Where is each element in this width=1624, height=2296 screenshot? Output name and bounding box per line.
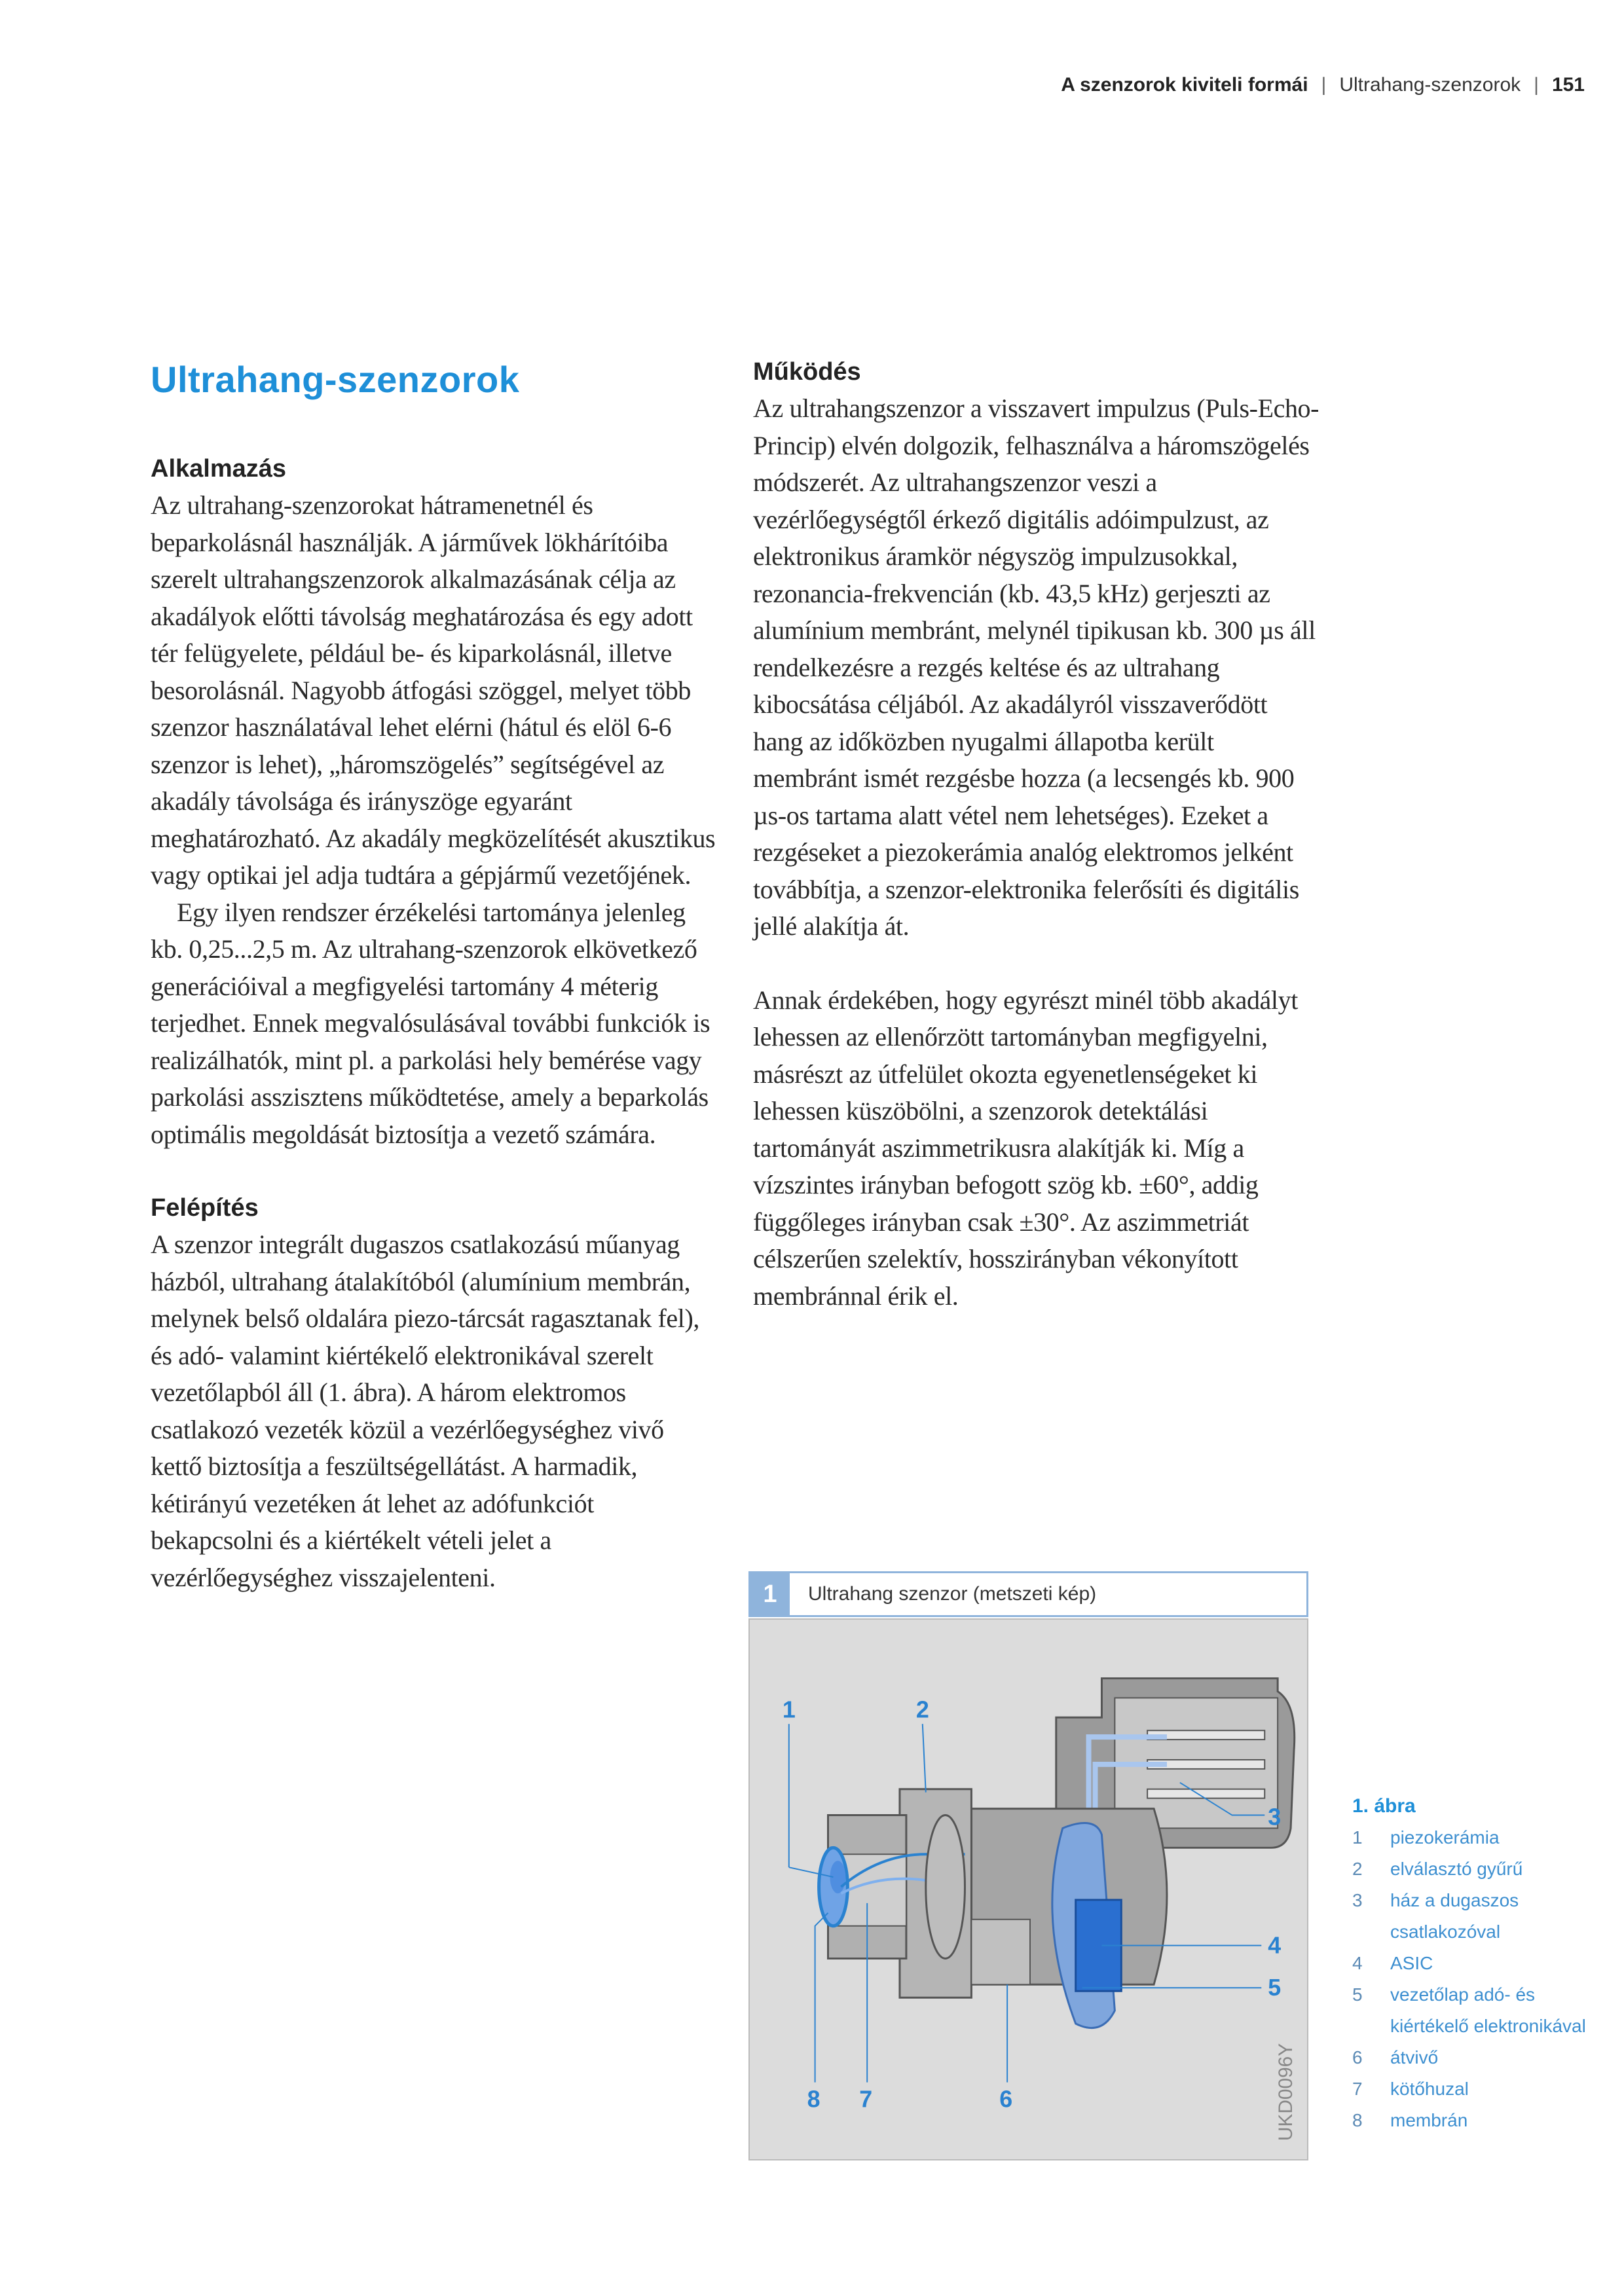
figure-1: [748, 1571, 1308, 2160]
callout-4: 4: [1268, 1932, 1282, 1959]
legend-number: 5: [1352, 1984, 1363, 2005]
sensor-cutaway-illustration: [748, 1618, 1308, 2160]
legend-item: [1352, 1885, 1601, 1948]
legend-item: [1352, 1822, 1601, 1853]
figure-legend: [1352, 1791, 1601, 2136]
callout-6: 6: [999, 2086, 1013, 2113]
section-heading-alkalmazas: Alkalmazás: [151, 455, 287, 483]
running-head-separator: |: [1534, 74, 1539, 96]
figure-title: Ultrahang szenzor (metszeti kép): [808, 1583, 1097, 1605]
chapter-title: Ultrahang-szenzorok: [151, 359, 520, 400]
section-heading-felepites: Felépítés: [151, 1194, 259, 1222]
callout-line-2: [923, 1724, 926, 1792]
page-number: 151: [1551, 74, 1585, 96]
legend-number: 7: [1352, 2079, 1363, 2099]
running-head-section: A szenzorok kiviteli formái: [1061, 74, 1308, 96]
callout-2: 2: [915, 1696, 929, 1723]
running-head: [1061, 65, 1585, 105]
legend-number: 3: [1352, 1890, 1363, 1910]
section-body-felepites: [151, 1226, 720, 1596]
paragraph: Egy ilyen rendszer érzékelési tartománya jelenleg kb. 0,25...2,5 m. Az ultrahang-szenzorok elkövetkező generációival a megfigyelési tartomány 4 méterig terjedhet. Ennek megvalósulásával további funkciók is realizálhatók, mint pl. a parkolási hely bemérése vagy parkolási asszisztens működtetése, amely a beparkolás optimális megoldását biztosítja a vezető számára.: [151, 897, 710, 1149]
legend-title: 1. ábra: [1352, 1795, 1416, 1817]
spacer: [151, 1153, 720, 1190]
right-column: [753, 354, 1323, 1315]
decoupling-ring: [926, 1815, 965, 1959]
running-head-separator: |: [1321, 74, 1327, 96]
spacer: [753, 945, 1323, 982]
legend-label: ház a dugaszos csatlakozóval: [1390, 1890, 1519, 1942]
legend-item: [1352, 2042, 1601, 2073]
legend-item: [1352, 1853, 1601, 1885]
sensor-cutaway-svg: [750, 1620, 1307, 2159]
legend-number: 2: [1352, 1859, 1363, 1879]
callout-1: 1: [782, 1696, 796, 1723]
section-heading-mukodes: Működés: [753, 358, 861, 386]
legend-number: 1: [1352, 1827, 1363, 1848]
legend-item: [1352, 2105, 1601, 2136]
legend-label: átvivő: [1390, 2047, 1439, 2068]
figure-number: 1: [750, 1573, 790, 1615]
transfer-block: [971, 1920, 1030, 1985]
section-body-mukodes: [753, 390, 1323, 1315]
legend-item: [1352, 1979, 1601, 2042]
paragraph: Az ultrahangszenzor a visszavert impulzus (Puls-Echo-Princip) elvén dolgozik, felhasználva a háromszögelés módszerét. Az ultrahangszenzor veszi a vezérlőegységtől érkező digitális adóimpulzust, az elektronikus áramkör négyszög impulzusokkal, rezonancia-frekvencián (kb. 43,5 kHz) gerjeszti az alumínium membránt, melynél tipikusan kb. 300 µs áll rendelkezésre a rezgés keltése és az ultrahang kibocsátása céljából. Az akadályról visszaverődött hang az időközben nyugalmi állapotba került membránt ismét rezgésbe hozza (a lecsengés kb. 900 µs-os tartama alatt vétel nem lehetséges). Ezeket a rezgéseket a piezokerámia analóg elektromos jelként továbbítja, a szenzor-elektronika felerősíti és digitális jellé alakítja át.: [753, 393, 1320, 941]
paragraph: Annak érdekében, hogy egyrészt minél több akadályt lehessen az ellenőrzött tartományban megfigyelni, másrészt az útfelület okozta egyenetlenségeket ki lehessen küszöbölni, a szenzorok detektálási tartományát aszimmetrikusra alakítják ki. Míg a vízszintes irányban befogott szög kb. ±60°, addig függőleges irányban csak ±30°. Az aszimmetriát célszerűen szelektív, hosszirányban vékonyított membránnal érik el.: [753, 985, 1298, 1311]
callout-3: 3: [1268, 1804, 1282, 1831]
legend-number: 4: [1352, 1953, 1363, 1973]
legend-label: kötőhuzal: [1390, 2079, 1469, 2099]
paragraph: A szenzor integrált dugaszos csatlakozású műanyag házból, ultrahang átalakítóból (alumínium membrán, melynek belső oldalára piezo-tárcsát ragasztanak fel), és adó- valamint kiértékelő elektronikával szerelt vezetőlapból áll (1. ábra). A három elektromos csatlakozó vezeték közül a vezérlőegységhez vivő kettő biztosítja a feszültségellátást. A harmadik, kétirányú vezetéken át lehet az adófunkciót bekapcsolni és a kiértékelt vételi jelet a vezérlőegységhez visszajelenteni.: [151, 1230, 699, 1592]
running-head-subsection: Ultrahang-szenzorok: [1339, 74, 1521, 96]
connector-pin: [1147, 1789, 1264, 1798]
callout-8: 8: [807, 2086, 821, 2113]
legend-label: vezetőlap adó- és kiértékelő elektronikával: [1390, 1984, 1586, 2036]
figure-caption-bar: [748, 1571, 1308, 1617]
callout-line-8: [815, 1913, 828, 2083]
legend-item: [1352, 2073, 1601, 2105]
left-column: [151, 354, 720, 1596]
callout-7: 7: [859, 2086, 873, 2113]
legend-number: 6: [1352, 2047, 1363, 2068]
legend-label: ASIC: [1390, 1953, 1433, 1973]
legend-label: elválasztó gyűrű: [1390, 1859, 1523, 1879]
legend-number: 8: [1352, 2110, 1363, 2130]
legend-item: [1352, 1948, 1601, 1979]
figure-code: UKD0096Y: [1275, 2043, 1297, 2141]
legend-label: membrán: [1390, 2110, 1468, 2130]
section-body-alkalmazas: [151, 487, 720, 1153]
paragraph: Az ultrahang-szenzorokat hátramenetnél és beparkolásnál használják. A járművek lökhárítóiba szerelt ultrahangszenzorok alkalmazásának célja az akadályok előtti távolság meghatározása és egy adott tér felügyelete, például be- és kiparkolásnál, illetve besorolásnál. Nagyobb átfogási szöggel, melyet több szenzor használatával lehet elérni (hátul és elöl 6-6 szenzor is lehet), „háromszögelés” segítségével az akadály távolsága és irányszöge egyaránt meghatározható. Az akadály megközelítését akusztikus vagy optikai jel adja tudtára a gépjármű vezetőjének.: [151, 490, 716, 890]
callout-5: 5: [1268, 1975, 1282, 2001]
legend-label: piezokerámia: [1390, 1827, 1500, 1848]
